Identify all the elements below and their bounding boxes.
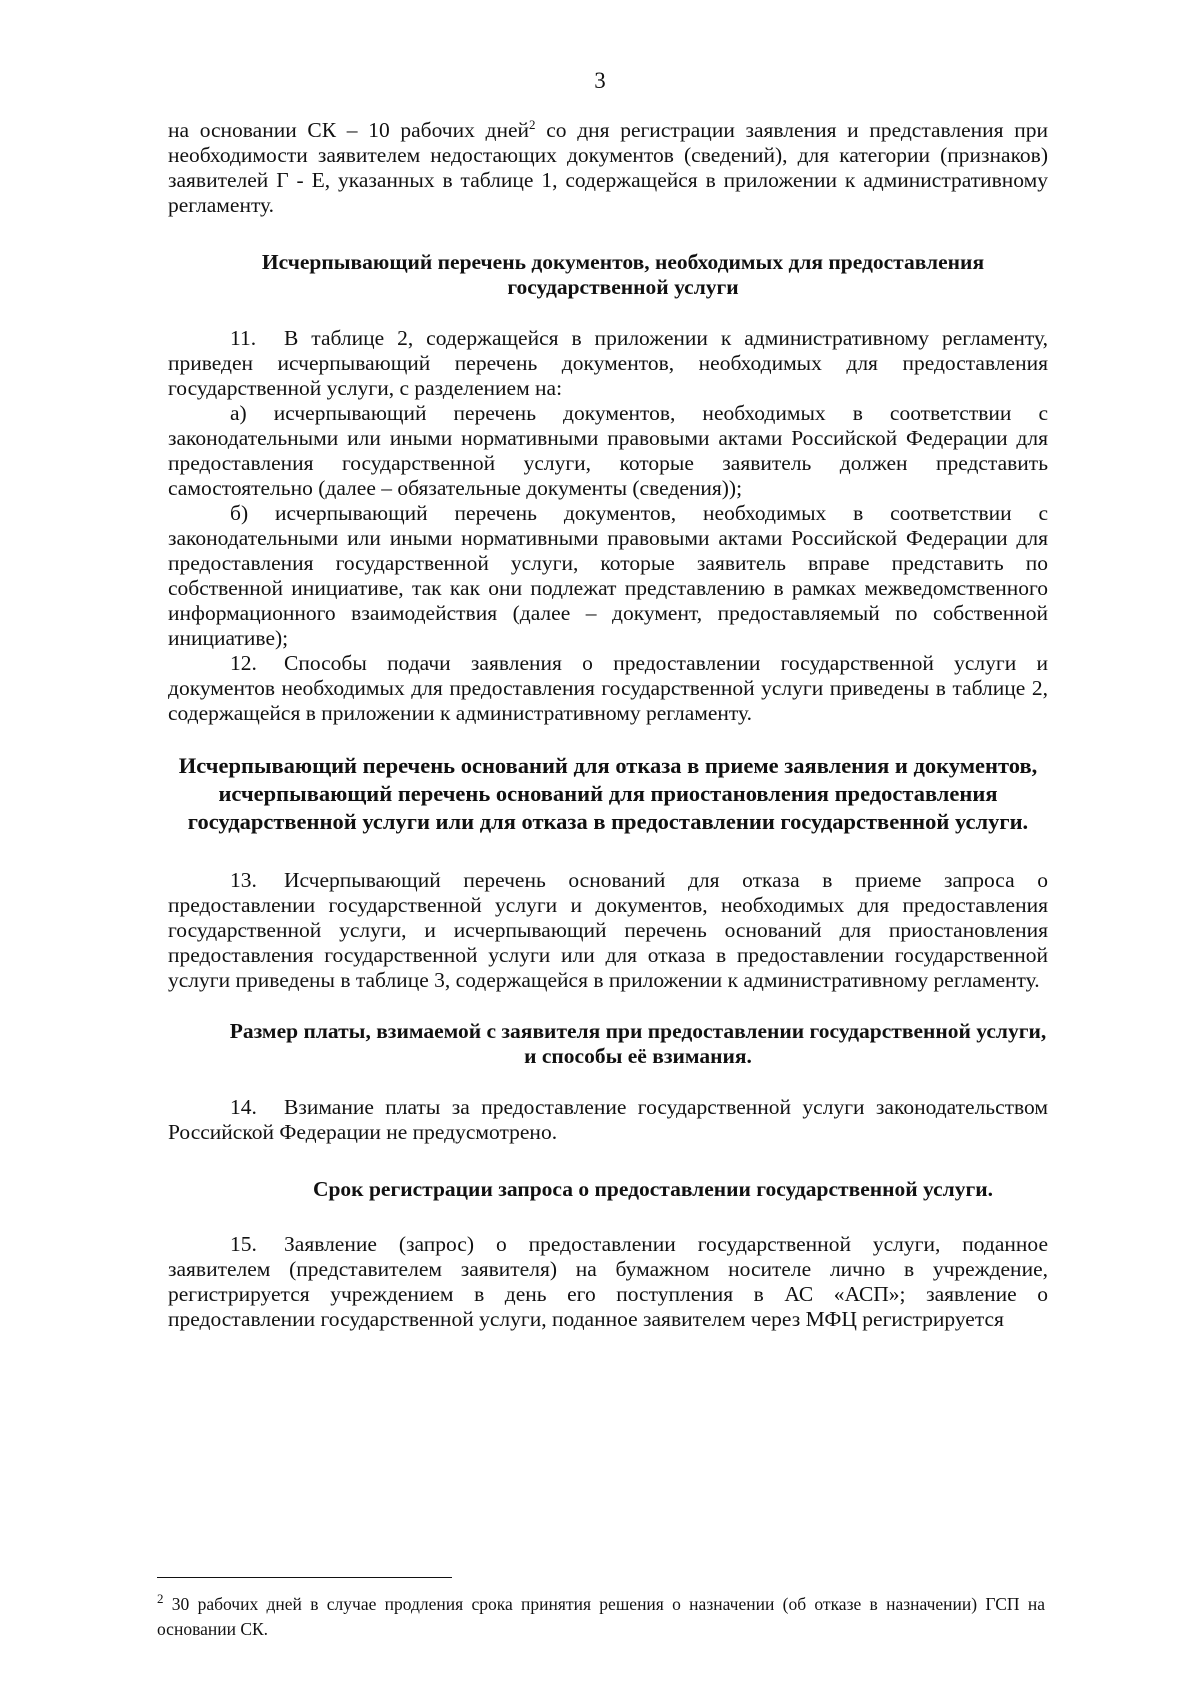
paragraph-15	[168, 1232, 1048, 1332]
paragraph-number: 15.	[230, 1232, 257, 1256]
footnote-number: 2	[157, 1591, 164, 1607]
paragraph-text: Заявление (запрос) о предоставлении государственной услуги, поданное заявителем (представителем заявителя) на бумажном носителе лично в учреждение, регистрируется учреждением в день его поступления в АС «АСП»; заявление о предоставлении государственной услуги, поданное заявителем через МФЦ регистрируется	[168, 1232, 1048, 1331]
heading-fee: Размер платы, взимаемой с заявителя при предоставлении государственной услуги, и способы её взимания.	[229, 1019, 1047, 1068]
paragraph-text: Исчерпывающий перечень оснований для отказа в приеме запроса о предоставлении государственной услуги и документов, необходимых для предоставления государственной услуги, и исчерпывающий перечень оснований для приостановления предоставления государственной услуги или для отказа в предоставлении государственной услуги приведены в таблице 3, содержащейся в приложении к административному регламенту.	[168, 868, 1048, 992]
page-number: 3	[594, 68, 606, 93]
paragraph-number: 14.	[230, 1095, 257, 1119]
paragraph-number: 13.	[230, 868, 257, 892]
intro-paragraph	[168, 118, 1048, 218]
paragraph-number: 12.	[230, 651, 257, 675]
footnote-separator	[157, 1577, 452, 1578]
paragraph-14	[168, 1095, 1048, 1145]
paragraph-text: Способы подачи заявления о предоставлении государственной услуги и документов необходимых для предоставления государственной услуги приведены в таблице 2, содержащейся в приложении к административному регламенту.	[168, 651, 1048, 725]
heading-registration-term: Срок регистрации запроса о предоставлении государственной услуги.	[312, 1177, 994, 1201]
footnote-text: 30 рабочих дней в случае продления срока принятия решения о назначении (об отказе в назначении) ГСП на основании СК.	[157, 1594, 1045, 1639]
paragraph-text: Взимание платы за предоставление государственной услуги законодательством Российской Федерации не предусмотрено.	[168, 1095, 1048, 1144]
paragraph-12	[168, 651, 1048, 726]
paragraph-11b: б) исчерпывающий перечень документов, необходимых в соответствии с законодательными или иными нормативными правовыми актами Российской Федерации для предоставления государственной услуги, которые заявитель вправе представить по собственной инициативе, так как они подлежат представлению в рамках межведомственного информационного взаимодействия (далее – документ, предоставляемый по собственной инициативе);	[168, 501, 1048, 650]
heading-documents-list: Исчерпывающий перечень документов, необходимых для предоставления государственной услуги	[261, 250, 985, 299]
paragraph-11a: а) исчерпывающий перечень документов, необходимых в соответствии с законодательными или иными нормативными правовыми актами Российской Федерации для предоставления государственной услуги, которые заявитель должен представить самостоятельно (далее – обязательные документы (сведения));	[168, 401, 1048, 500]
heading-refusal-grounds: Исчерпывающий перечень оснований для отказа в приеме заявления и документов, исчерпывающий перечень оснований для приостановления предоставления государственной услуги или для отказа в предоставлении государственной услуги.	[178, 753, 1038, 834]
intro-text: на основании СК – 10 рабочих дней	[168, 118, 530, 142]
document-body	[168, 118, 1048, 1332]
paragraph-13	[168, 868, 1048, 993]
paragraph-number: 11.	[230, 326, 257, 350]
footnote	[157, 1592, 1045, 1642]
paragraph-text: В таблице 2, содержащейся в приложении к административному регламенту, приведен исчерпывающий перечень документов, необходимых для предоставления государственной услуги, с разделением на:	[168, 326, 1048, 400]
intro-text-rest: со дня регистрации заявления и представления при необходимости заявителем недостающих документов (сведений), для категории (признаков) заявителей Г - Е, указанных в таблице 1, содержащейся в приложении к административному регламенту.	[168, 118, 1049, 217]
footnote-ref: 2	[529, 116, 536, 132]
paragraph-11	[168, 326, 1048, 401]
